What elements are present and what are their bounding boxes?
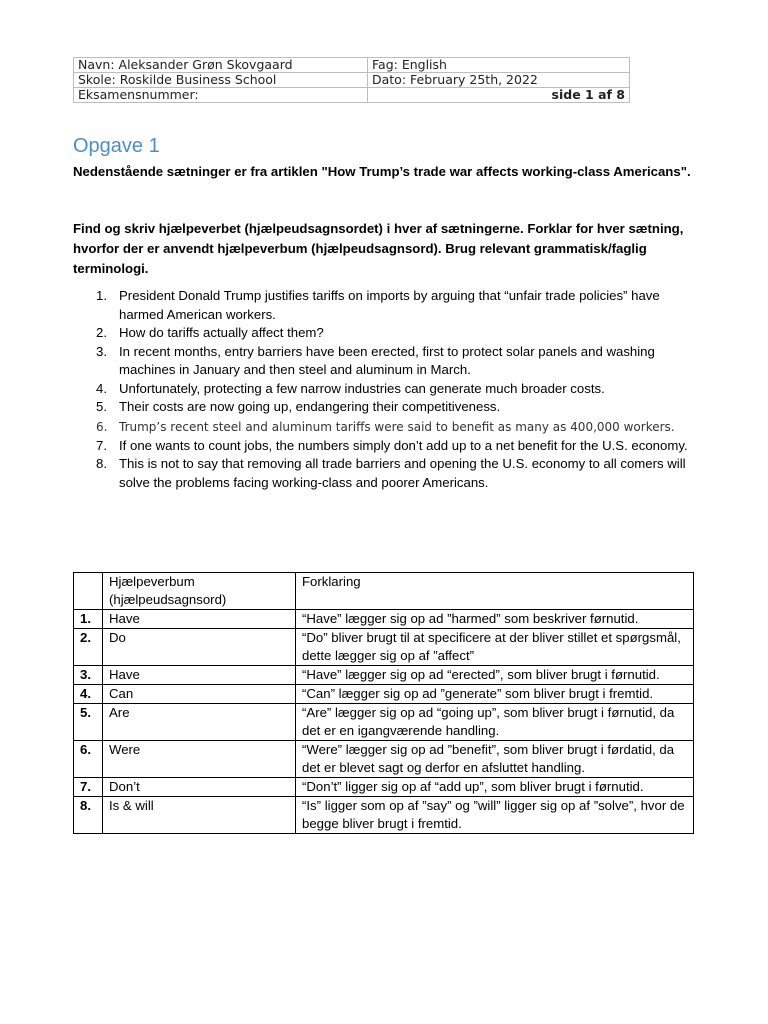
row-number: 2. bbox=[74, 629, 103, 666]
row-number: 1. bbox=[74, 610, 103, 629]
list-item bbox=[73, 437, 693, 456]
row-explanation: “Were” lægger sig op ad ”benefit”, som bliver brugt i førdatid, da det er blevet sagt og derfor en afsluttet handling. bbox=[296, 741, 694, 778]
exam-date: Dato: February 25th, 2022 bbox=[368, 73, 630, 88]
list-number: 1. bbox=[96, 288, 107, 303]
sentence-text: President Donald Trump justifies tariffs on imports by arguing that “unfair trade policies” have harmed American workers. bbox=[119, 288, 660, 322]
page-indicator: side 1 af 8 bbox=[368, 88, 630, 103]
answer-table bbox=[73, 572, 694, 834]
sentence-text: Unfortunately, protecting a few narrow industries can generate much broader costs. bbox=[119, 380, 605, 396]
table-row bbox=[74, 629, 694, 666]
row-number: 5. bbox=[74, 704, 103, 741]
sentence-text: In recent months, entry barriers have been erected, first to protect solar panels and washing machines in January and then steel and aluminum in March. bbox=[119, 343, 655, 377]
table-row bbox=[74, 741, 694, 778]
table-row bbox=[74, 610, 694, 629]
table-header-explanation: Forklaring bbox=[296, 573, 694, 610]
row-explanation: “Do” bliver brugt til at specificere at der bliver stillet et spørgsmål, dette lægger sig op af ”affect” bbox=[296, 629, 694, 666]
list-item bbox=[73, 455, 693, 492]
list-item bbox=[73, 419, 693, 435]
table-header-number bbox=[74, 573, 103, 610]
list-item bbox=[73, 380, 693, 399]
row-verb: Have bbox=[103, 666, 296, 685]
row-explanation: “Can” lægger sig op ad ”generate” som bliver brugt i fremtid. bbox=[296, 685, 694, 704]
row-verb: Can bbox=[103, 685, 296, 704]
exam-number: Eksamensnummer: bbox=[74, 88, 368, 103]
list-number: 3. bbox=[96, 343, 107, 359]
header-row bbox=[74, 58, 630, 73]
list-number: 2. bbox=[96, 325, 107, 340]
table-header-verb: Hjælpeverbum (hjælpeudsagnsord) bbox=[103, 573, 296, 610]
row-verb: Don’t bbox=[103, 778, 296, 797]
list-number: 4. bbox=[96, 380, 107, 396]
row-explanation: “Have” lægger sig op ad “erected”, som bliver brugt i førnutid. bbox=[296, 666, 694, 685]
table-row bbox=[74, 704, 694, 741]
list-item bbox=[73, 398, 693, 417]
row-number: 7. bbox=[74, 778, 103, 797]
row-explanation: “Is” ligger som op af ”say” og ”will” ligger sig op af ”solve”, hvor de begge bliver brugt i fremtid. bbox=[296, 797, 694, 834]
list-item bbox=[73, 324, 693, 343]
row-explanation: “Don’t” ligger sig op af “add up”, som bliver brugt i førnutid. bbox=[296, 778, 694, 797]
task-instructions: Find og skriv hjælpeverbet (hjælpeudsagnsordet) i hver af sætningerne. Forklar for hver sætning, hvorfor der er anvendt hjælpeverbum (hjælpeudsagnsord). Brug relevant grammatisk/faglig terminologi. bbox=[73, 221, 684, 276]
sentence-text: How do tariffs actually affect them? bbox=[119, 325, 324, 340]
header-row bbox=[74, 88, 630, 103]
student-name: Navn: Aleksander Grøn Skovgaard bbox=[74, 58, 368, 73]
table-row bbox=[74, 778, 694, 797]
list-item bbox=[73, 343, 693, 380]
school-name: Skole: Roskilde Business School bbox=[74, 73, 368, 88]
row-verb: Were bbox=[103, 741, 296, 778]
sentence-list bbox=[73, 287, 693, 492]
intro-text: Nedenstående sætninger er fra artiklen "How Trump’s trade war affects working-class Americans". bbox=[73, 164, 691, 179]
sentence-text: If one wants to count jobs, the numbers simply don’t add up to a net benefit for the U.S. economy. bbox=[119, 437, 688, 453]
row-number: 6. bbox=[74, 741, 103, 778]
row-number: 8. bbox=[74, 797, 103, 834]
table-row bbox=[74, 797, 694, 834]
table-row bbox=[74, 685, 694, 704]
header-row bbox=[74, 73, 630, 88]
row-explanation: “Have” lægger sig op ad ”harmed” som beskriver førnutid. bbox=[296, 610, 694, 629]
list-number: 5. bbox=[96, 399, 107, 414]
assignment-heading: Opgave 1 bbox=[73, 135, 160, 157]
list-number: 8. bbox=[96, 456, 107, 471]
header-info-table bbox=[73, 57, 630, 103]
row-number: 3. bbox=[74, 666, 103, 685]
sentence-text: This is not to say that removing all trade barriers and opening the U.S. economy to all comers will solve the problems facing working-class and poorer Americans. bbox=[119, 456, 686, 490]
table-header-row bbox=[74, 573, 694, 610]
list-number: 7. bbox=[96, 437, 107, 453]
sentence-text: Their costs are now going up, endangering their competitiveness. bbox=[119, 399, 501, 414]
row-verb: Are bbox=[103, 704, 296, 741]
list-item bbox=[73, 287, 693, 324]
table-row bbox=[74, 666, 694, 685]
row-verb: Is & will bbox=[103, 797, 296, 834]
subject: Fag: English bbox=[368, 58, 630, 73]
row-verb: Have bbox=[103, 610, 296, 629]
list-number: 6. bbox=[96, 419, 108, 434]
sentence-text: Trump’s recent steel and aluminum tariffs were said to benefit as many as 400,000 workers. bbox=[119, 419, 675, 434]
row-explanation: “Are” lægger sig op ad “going up”, som bliver brugt i førnutid, da det er en igangværende handling. bbox=[296, 704, 694, 741]
row-number: 4. bbox=[74, 685, 103, 704]
row-verb: Do bbox=[103, 629, 296, 666]
